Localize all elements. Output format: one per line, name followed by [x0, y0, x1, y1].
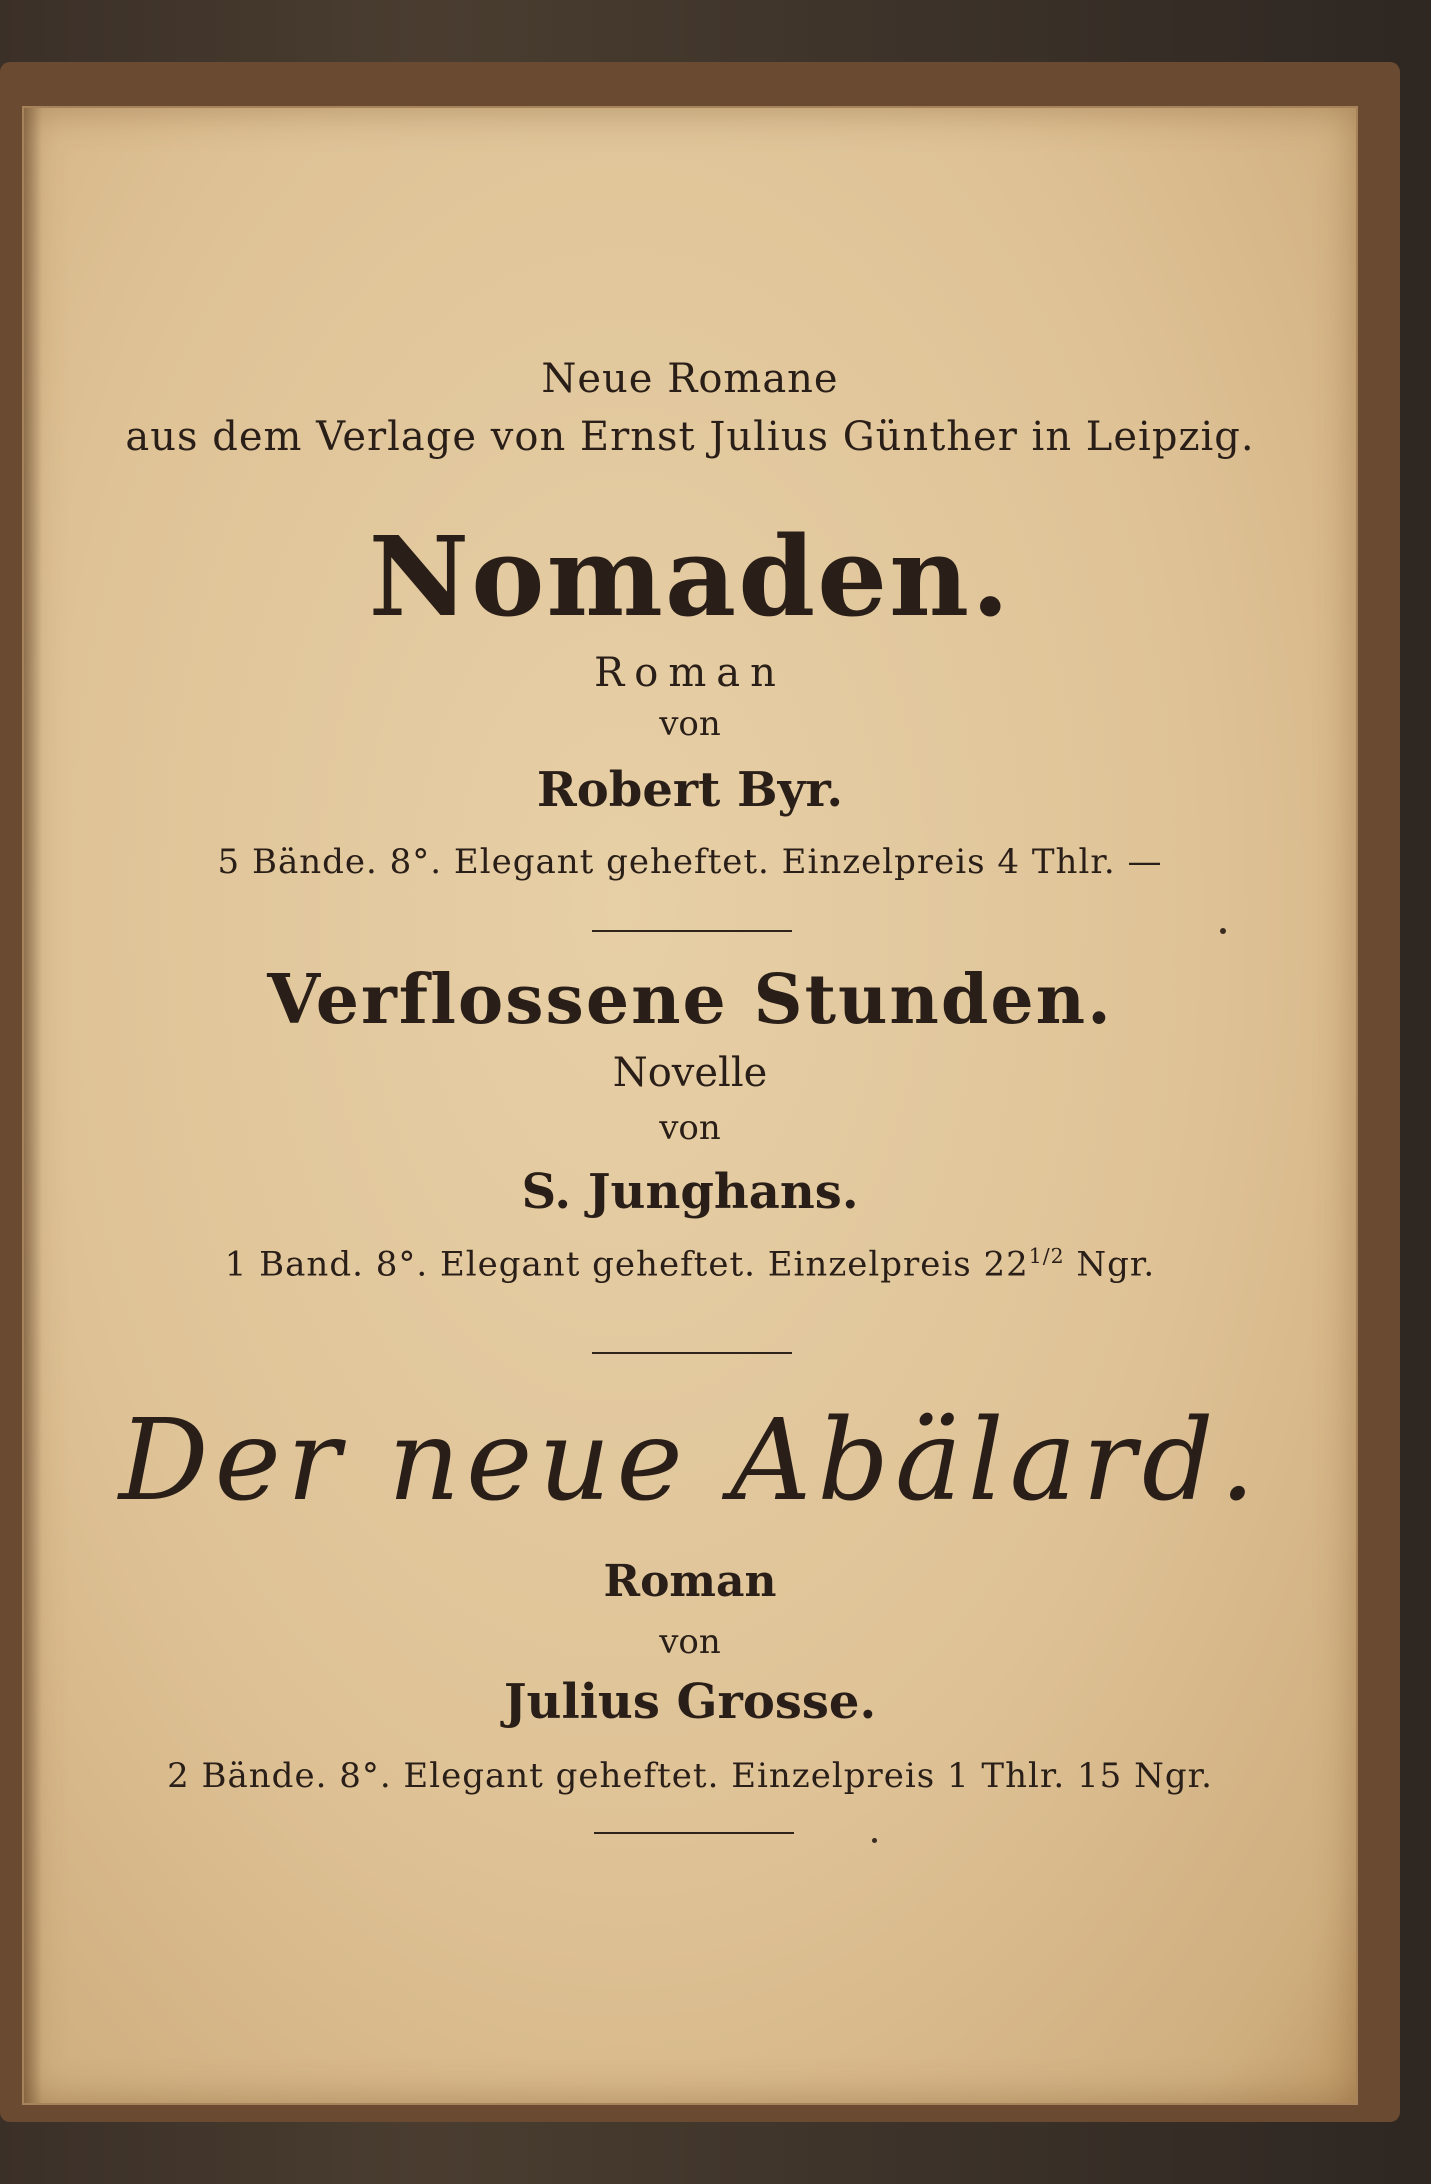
book-title-nomaden: Nomaden.	[368, 512, 1012, 641]
price-fraction: 1/2	[1028, 1244, 1065, 1268]
book-author-der-neue-abaelard: Julius Grosse.	[503, 1674, 877, 1730]
divider-rule	[592, 930, 792, 932]
book-price-verflossene-stunden	[24, 1244, 1356, 1284]
price-text: 1 Band. 8°. Elegant geheftet. Einzelpreis 22	[224, 1244, 1029, 1285]
book-genre-der-neue-abaelard: Roman	[603, 1556, 777, 1607]
book-author-verflossene-stunden: S. Junghans.	[521, 1164, 859, 1220]
book-price-nomaden: 5 Bände. 8°. Elegant geheftet. Einzelpreis 4 Thlr. —	[217, 842, 1163, 882]
book-author-nomaden: Robert Byr.	[536, 762, 844, 818]
book-title-der-neue-abaelard: Der neue Abälard.	[118, 1396, 1262, 1526]
book-title-verflossene-stunden: Verflossene Stunden.	[267, 960, 1113, 1040]
paper-speck	[872, 1838, 877, 1843]
book-von-nomaden: von	[659, 704, 721, 744]
page-gutter-shadow	[24, 108, 42, 2103]
book-genre-nomaden: Roman	[594, 650, 786, 696]
price-currency: Ngr.	[1064, 1244, 1156, 1285]
divider-rule	[594, 1832, 794, 1834]
book-page	[24, 108, 1356, 2103]
book-price-der-neue-abaelard: 2 Bände. 8°. Elegant geheftet. Einzelpreis 1 Thlr. 15 Ngr.	[167, 1756, 1213, 1796]
publisher-header-title: Neue Romane	[541, 356, 839, 402]
publisher-header-subtitle: aus dem Verlage von Ernst Julius Günther in Leipzig.	[125, 414, 1255, 460]
book-von-der-neue-abaelard: von	[659, 1622, 721, 1662]
paper-speck	[1220, 928, 1226, 934]
book-genre-verflossene-stunden: Novelle	[612, 1050, 768, 1096]
book-von-verflossene-stunden: von	[659, 1108, 721, 1148]
divider-rule	[592, 1352, 792, 1354]
